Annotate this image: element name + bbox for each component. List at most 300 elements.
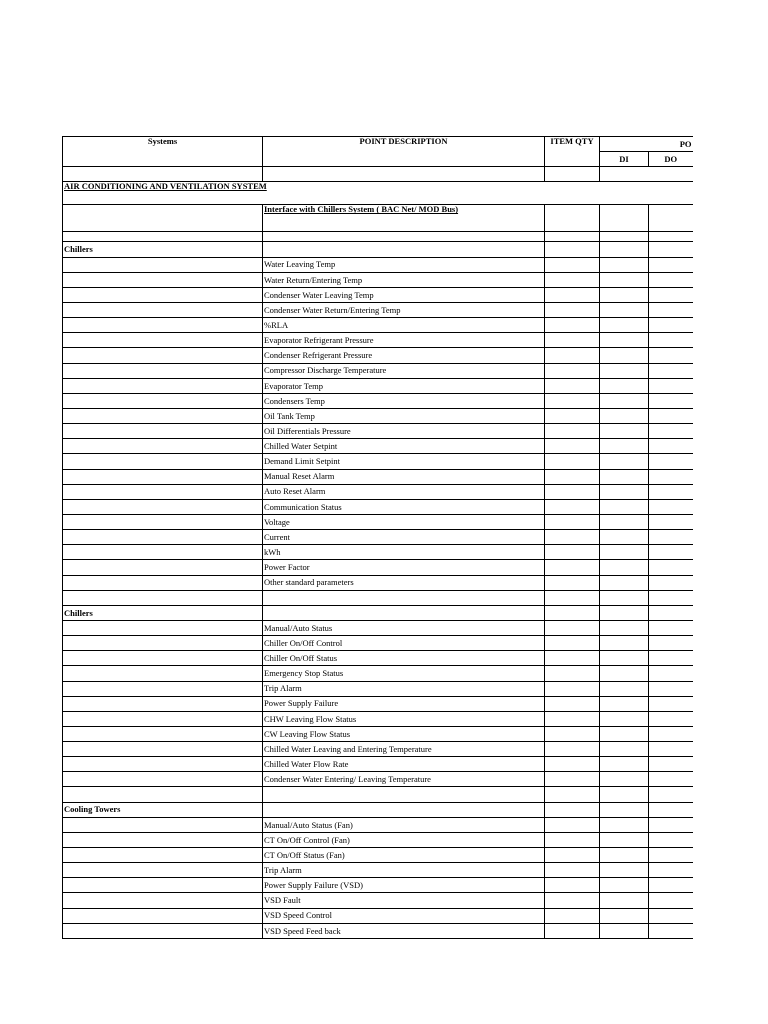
point-description: Oil Differentials Pressure xyxy=(263,424,545,439)
di-cell xyxy=(600,802,649,817)
group-name: Cooling Towers xyxy=(63,802,263,817)
point-row xyxy=(63,893,693,908)
do-cell xyxy=(649,393,693,408)
systems-cell xyxy=(63,514,263,529)
point-row xyxy=(63,333,693,348)
qty-cell xyxy=(545,363,600,378)
systems-cell xyxy=(63,908,263,923)
systems-cell xyxy=(63,454,263,469)
point-row xyxy=(63,348,693,363)
point-description: Voltage xyxy=(263,514,545,529)
point-description: Trip Alarm xyxy=(263,863,545,878)
di-cell xyxy=(600,408,649,423)
point-description: Current xyxy=(263,530,545,545)
do-cell xyxy=(649,363,693,378)
systems-cell xyxy=(63,530,263,545)
point-row xyxy=(63,287,693,302)
qty-cell xyxy=(545,333,600,348)
di-cell xyxy=(600,560,649,575)
point-row xyxy=(63,393,693,408)
di-cell xyxy=(600,363,649,378)
di-cell xyxy=(600,302,649,317)
do-cell xyxy=(649,333,693,348)
systems-cell xyxy=(63,923,263,938)
qty-cell xyxy=(545,378,600,393)
do-header: DO xyxy=(649,152,693,167)
do-cell xyxy=(649,378,693,393)
point-description: CW Leaving Flow Status xyxy=(263,726,545,741)
qty-cell xyxy=(545,560,600,575)
qty-cell xyxy=(545,711,600,726)
point-description: VSD Speed Control xyxy=(263,908,545,923)
do-cell xyxy=(649,272,693,287)
point-description: Water Leaving Temp xyxy=(263,257,545,272)
do-cell xyxy=(649,454,693,469)
systems-cell xyxy=(63,817,263,832)
qty-cell xyxy=(545,893,600,908)
systems-cell xyxy=(63,666,263,681)
di-cell xyxy=(600,636,649,651)
systems-cell xyxy=(63,333,263,348)
di-cell xyxy=(600,167,693,182)
systems-cell xyxy=(63,878,263,893)
systems-cell xyxy=(63,408,263,423)
di-cell xyxy=(600,205,649,232)
systems-cell xyxy=(63,318,263,333)
qty-cell xyxy=(545,469,600,484)
point-description: Water Return/Entering Temp xyxy=(263,272,545,287)
qty-cell xyxy=(545,408,600,423)
do-cell xyxy=(649,711,693,726)
qty-cell xyxy=(545,832,600,847)
point-row xyxy=(63,469,693,484)
qty-cell xyxy=(545,787,600,802)
point-row xyxy=(63,302,693,317)
point-row xyxy=(63,424,693,439)
group-name: Chillers xyxy=(63,242,263,257)
di-cell xyxy=(600,590,649,605)
do-cell xyxy=(649,484,693,499)
systems-cell xyxy=(63,651,263,666)
point-row xyxy=(63,848,693,863)
blank-row xyxy=(63,167,693,182)
di-cell xyxy=(600,499,649,514)
point-description: Manual Reset Alarm xyxy=(263,469,545,484)
di-cell xyxy=(600,272,649,287)
group-header-row xyxy=(63,242,693,257)
systems-cell xyxy=(63,696,263,711)
do-cell xyxy=(649,205,693,232)
description-cell xyxy=(263,802,545,817)
systems-cell xyxy=(63,287,263,302)
qty-cell xyxy=(545,923,600,938)
do-cell xyxy=(649,908,693,923)
systems-cell xyxy=(63,711,263,726)
group-name: Chillers xyxy=(63,605,263,620)
qty-cell xyxy=(545,439,600,454)
qty-cell xyxy=(545,772,600,787)
systems-cell xyxy=(63,863,263,878)
point-row xyxy=(63,666,693,681)
point-row xyxy=(63,908,693,923)
point-description: Power Supply Failure (VSD) xyxy=(263,878,545,893)
blank-row xyxy=(63,787,693,802)
qty-cell xyxy=(545,620,600,635)
point-row xyxy=(63,772,693,787)
section-title-row xyxy=(63,182,693,205)
qty-cell xyxy=(545,681,600,696)
point-description: Evaporator Refrigerant Pressure xyxy=(263,333,545,348)
di-cell xyxy=(600,287,649,302)
do-cell xyxy=(649,923,693,938)
qty-cell xyxy=(545,454,600,469)
systems-cell xyxy=(63,848,263,863)
do-cell xyxy=(649,802,693,817)
di-header: DI xyxy=(600,152,649,167)
point-row xyxy=(63,318,693,333)
di-cell xyxy=(600,232,649,242)
point-row xyxy=(63,817,693,832)
point-row xyxy=(63,454,693,469)
point-description: Chilled Water Leaving and Entering Temperature xyxy=(263,742,545,757)
point-row xyxy=(63,651,693,666)
qty-cell xyxy=(545,257,600,272)
systems-cell xyxy=(63,167,263,182)
di-cell xyxy=(600,757,649,772)
point-description: CT On/Off Status (Fan) xyxy=(263,848,545,863)
qty-cell xyxy=(545,232,600,242)
qty-cell xyxy=(545,242,600,257)
point-row xyxy=(63,484,693,499)
systems-cell xyxy=(63,348,263,363)
systems-cell xyxy=(63,302,263,317)
di-cell xyxy=(600,378,649,393)
systems-cell xyxy=(63,378,263,393)
di-cell xyxy=(600,439,649,454)
qty-cell xyxy=(545,651,600,666)
description-cell xyxy=(263,242,545,257)
systems-cell xyxy=(63,787,263,802)
systems-cell xyxy=(63,575,263,590)
point-row xyxy=(63,499,693,514)
qty-cell xyxy=(545,318,600,333)
do-cell xyxy=(649,545,693,560)
point-row xyxy=(63,923,693,938)
point-description: Trip Alarm xyxy=(263,681,545,696)
description-cell xyxy=(263,590,545,605)
systems-cell xyxy=(63,560,263,575)
do-cell xyxy=(649,832,693,847)
di-cell xyxy=(600,333,649,348)
qty-cell xyxy=(545,287,600,302)
di-cell xyxy=(600,454,649,469)
point-description: kWh xyxy=(263,545,545,560)
systems-cell xyxy=(63,484,263,499)
do-cell xyxy=(649,469,693,484)
point-description: Chiller On/Off Control xyxy=(263,636,545,651)
point-description: Chilled Water Flow Rate xyxy=(263,757,545,772)
di-cell xyxy=(600,711,649,726)
systems-cell xyxy=(63,424,263,439)
systems-cell xyxy=(63,742,263,757)
di-cell xyxy=(600,530,649,545)
section-title: AIR CONDITIONING AND VENTILATION SYSTEM xyxy=(63,182,693,205)
di-cell xyxy=(600,742,649,757)
systems-cell xyxy=(63,393,263,408)
point-description: %RLA xyxy=(263,318,545,333)
systems-cell xyxy=(63,636,263,651)
do-cell xyxy=(649,681,693,696)
do-cell xyxy=(649,302,693,317)
di-cell xyxy=(600,575,649,590)
point-description: Condensers Temp xyxy=(263,393,545,408)
do-cell xyxy=(649,348,693,363)
di-cell xyxy=(600,787,649,802)
di-cell xyxy=(600,318,649,333)
di-cell xyxy=(600,893,649,908)
systems-cell xyxy=(63,832,263,847)
do-cell xyxy=(649,514,693,529)
point-row xyxy=(63,530,693,545)
interface-title: Interface with Chillers System ( BAC Net/ MOD Bus) xyxy=(263,205,545,232)
systems-cell xyxy=(63,499,263,514)
di-cell xyxy=(600,257,649,272)
do-cell xyxy=(649,424,693,439)
systems-cell xyxy=(63,681,263,696)
do-cell xyxy=(649,742,693,757)
di-cell xyxy=(600,863,649,878)
di-cell xyxy=(600,908,649,923)
di-cell xyxy=(600,242,649,257)
qty-cell xyxy=(545,848,600,863)
point-row xyxy=(63,742,693,757)
point-description: VSD Fault xyxy=(263,893,545,908)
qty-cell xyxy=(545,802,600,817)
point-row xyxy=(63,272,693,287)
qty-cell xyxy=(545,636,600,651)
point-description: Chilled Water Setpint xyxy=(263,439,545,454)
qty-cell xyxy=(545,348,600,363)
di-cell xyxy=(600,424,649,439)
do-cell xyxy=(649,620,693,635)
description-cell xyxy=(263,232,545,242)
systems-cell xyxy=(63,439,263,454)
di-cell xyxy=(600,620,649,635)
di-cell xyxy=(600,878,649,893)
systems-cell xyxy=(63,272,263,287)
do-cell xyxy=(649,651,693,666)
di-cell xyxy=(600,651,649,666)
do-cell xyxy=(649,666,693,681)
qty-cell xyxy=(545,863,600,878)
do-cell xyxy=(649,636,693,651)
point-description: Communication Status xyxy=(263,499,545,514)
do-cell xyxy=(649,863,693,878)
do-cell xyxy=(649,605,693,620)
interface-row xyxy=(63,205,693,232)
systems-cell xyxy=(63,363,263,378)
di-cell xyxy=(600,681,649,696)
point-description: CT On/Off Control (Fan) xyxy=(263,832,545,847)
point-row xyxy=(63,681,693,696)
di-cell xyxy=(600,923,649,938)
di-cell xyxy=(600,832,649,847)
points-header: PO xyxy=(600,137,693,152)
qty-cell xyxy=(545,514,600,529)
point-description: Power Factor xyxy=(263,560,545,575)
point-description: Condenser Water Entering/ Leaving Temperature xyxy=(263,772,545,787)
do-cell xyxy=(649,893,693,908)
point-description-header: POINT DESCRIPTION xyxy=(263,137,545,167)
systems-cell xyxy=(63,757,263,772)
point-description: Chiller On/Off Status xyxy=(263,651,545,666)
do-cell xyxy=(649,318,693,333)
qty-cell xyxy=(545,393,600,408)
di-cell xyxy=(600,726,649,741)
do-cell xyxy=(649,287,693,302)
do-cell xyxy=(649,242,693,257)
point-description: Power Supply Failure xyxy=(263,696,545,711)
do-cell xyxy=(649,232,693,242)
do-cell xyxy=(649,772,693,787)
do-cell xyxy=(649,530,693,545)
qty-cell xyxy=(545,302,600,317)
blank-row xyxy=(63,232,693,242)
do-cell xyxy=(649,257,693,272)
qty-cell xyxy=(545,726,600,741)
di-cell xyxy=(600,696,649,711)
point-row xyxy=(63,832,693,847)
point-row xyxy=(63,378,693,393)
qty-cell xyxy=(545,484,600,499)
do-cell xyxy=(649,499,693,514)
qty-cell xyxy=(545,272,600,287)
group-header-row xyxy=(63,802,693,817)
point-description: Auto Reset Alarm xyxy=(263,484,545,499)
di-cell xyxy=(600,469,649,484)
do-cell xyxy=(649,817,693,832)
systems-cell xyxy=(63,545,263,560)
di-cell xyxy=(600,666,649,681)
di-cell xyxy=(600,484,649,499)
point-description: Condenser Water Return/Entering Temp xyxy=(263,302,545,317)
point-row xyxy=(63,408,693,423)
systems-cell xyxy=(63,232,263,242)
point-row xyxy=(63,863,693,878)
do-cell xyxy=(649,439,693,454)
do-cell xyxy=(649,575,693,590)
point-row xyxy=(63,636,693,651)
do-cell xyxy=(649,590,693,605)
qty-cell xyxy=(545,605,600,620)
systems-cell xyxy=(63,726,263,741)
item-qty-header: ITEM QTY xyxy=(545,137,600,167)
qty-cell xyxy=(545,499,600,514)
qty-cell xyxy=(545,666,600,681)
do-cell xyxy=(649,560,693,575)
qty-cell xyxy=(545,757,600,772)
point-row xyxy=(63,878,693,893)
point-description: CHW Leaving Flow Status xyxy=(263,711,545,726)
systems-header: Systems xyxy=(63,137,263,167)
group-header-row xyxy=(63,605,693,620)
point-description: Oil Tank Temp xyxy=(263,408,545,423)
point-row xyxy=(63,560,693,575)
qty-cell xyxy=(545,878,600,893)
di-cell xyxy=(600,545,649,560)
qty-cell xyxy=(545,817,600,832)
point-row xyxy=(63,757,693,772)
description-cell xyxy=(263,605,545,620)
systems-cell xyxy=(63,257,263,272)
point-description: Manual/Auto Status (Fan) xyxy=(263,817,545,832)
di-cell xyxy=(600,348,649,363)
do-cell xyxy=(649,878,693,893)
do-cell xyxy=(649,726,693,741)
point-row xyxy=(63,711,693,726)
systems-cell xyxy=(63,620,263,635)
di-cell xyxy=(600,817,649,832)
qty-cell xyxy=(545,908,600,923)
point-row xyxy=(63,363,693,378)
description-cell xyxy=(263,167,545,182)
systems-cell xyxy=(63,590,263,605)
qty-cell xyxy=(545,167,600,182)
point-description: Evaporator Temp xyxy=(263,378,545,393)
systems-cell xyxy=(63,205,263,232)
blank-row xyxy=(63,590,693,605)
point-description: Manual/Auto Status xyxy=(263,620,545,635)
di-cell xyxy=(600,393,649,408)
di-cell xyxy=(600,848,649,863)
point-row xyxy=(63,257,693,272)
do-cell xyxy=(649,757,693,772)
qty-cell xyxy=(545,530,600,545)
do-cell xyxy=(649,408,693,423)
point-row xyxy=(63,514,693,529)
point-description: Emergency Stop Status xyxy=(263,666,545,681)
header-row-1 xyxy=(63,137,693,152)
systems-cell xyxy=(63,469,263,484)
description-cell xyxy=(263,787,545,802)
point-description: Condenser Water Leaving Temp xyxy=(263,287,545,302)
qty-cell xyxy=(545,696,600,711)
point-row xyxy=(63,575,693,590)
di-cell xyxy=(600,605,649,620)
systems-cell xyxy=(63,772,263,787)
point-row xyxy=(63,545,693,560)
point-description: Other standard parameters xyxy=(263,575,545,590)
point-row xyxy=(63,439,693,454)
do-cell xyxy=(649,848,693,863)
qty-cell xyxy=(545,590,600,605)
point-row xyxy=(63,696,693,711)
qty-cell xyxy=(545,424,600,439)
point-description: Compressor Discharge Temperature xyxy=(263,363,545,378)
point-row xyxy=(63,620,693,635)
di-cell xyxy=(600,514,649,529)
qty-cell xyxy=(545,742,600,757)
point-description: Demand Limit Setpint xyxy=(263,454,545,469)
point-row xyxy=(63,726,693,741)
di-cell xyxy=(600,772,649,787)
systems-cell xyxy=(63,893,263,908)
points-schedule-table xyxy=(62,136,693,939)
point-description: VSD Speed Feed back xyxy=(263,923,545,938)
do-cell xyxy=(649,696,693,711)
point-description: Condenser Refrigerant Pressure xyxy=(263,348,545,363)
qty-cell xyxy=(545,545,600,560)
